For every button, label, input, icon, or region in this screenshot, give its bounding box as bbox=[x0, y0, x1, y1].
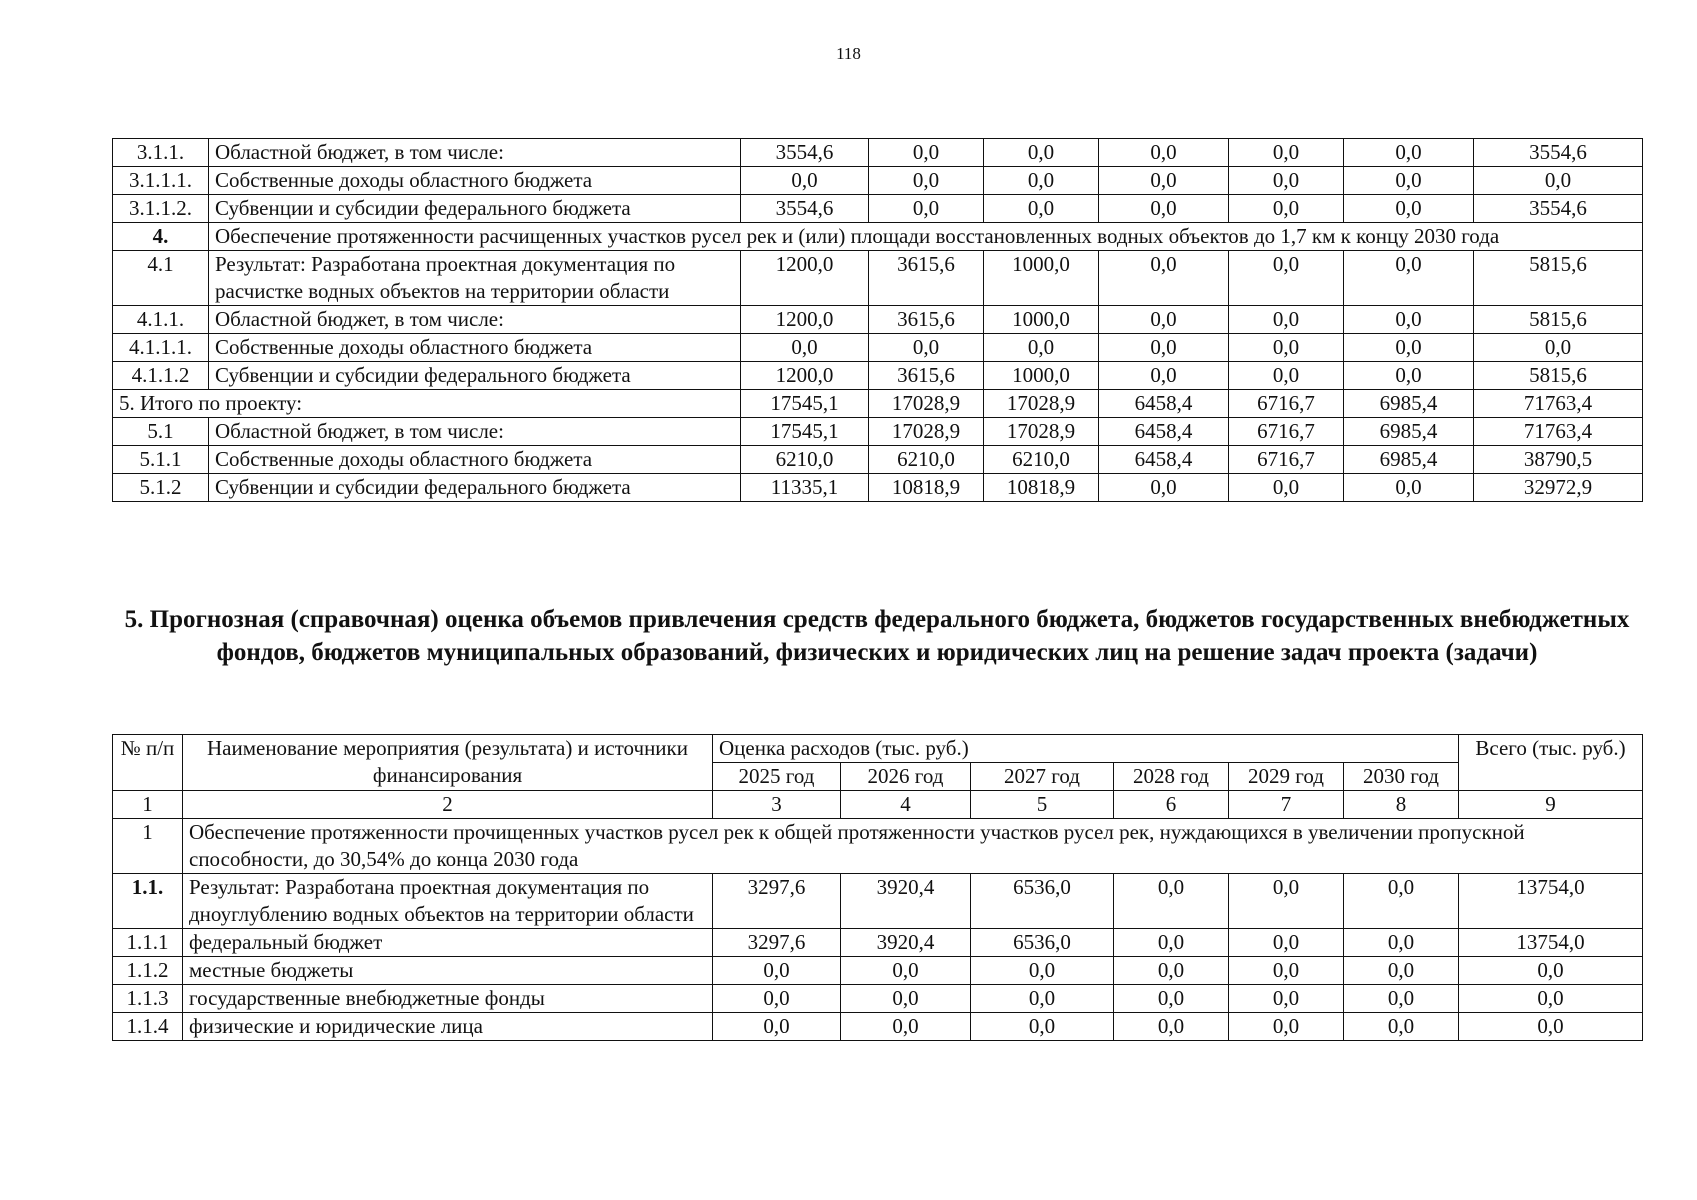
value-cell: 0,0 bbox=[1229, 334, 1344, 362]
value-cell: 17028,9 bbox=[984, 390, 1099, 418]
header-year: 2029 год bbox=[1229, 763, 1344, 791]
value-cell: 0,0 bbox=[1114, 929, 1229, 957]
value-cell: 3554,6 bbox=[1474, 139, 1643, 167]
table-row bbox=[113, 474, 1643, 502]
value-cell: 1200,0 bbox=[741, 306, 869, 334]
value-cell: 0,0 bbox=[869, 334, 984, 362]
column-number: 8 bbox=[1344, 791, 1459, 819]
value-cell: 0,0 bbox=[1344, 251, 1474, 306]
value-cell: 0,0 bbox=[1344, 474, 1474, 502]
value-cell: 0,0 bbox=[1344, 139, 1474, 167]
value-cell: 5815,6 bbox=[1474, 251, 1643, 306]
value-cell: 17028,9 bbox=[869, 418, 984, 446]
value-cell: 0,0 bbox=[1229, 139, 1344, 167]
table-row bbox=[113, 874, 1643, 929]
value-cell: 3554,6 bbox=[741, 139, 869, 167]
value-cell: 6458,4 bbox=[1099, 418, 1229, 446]
value-cell: 0,0 bbox=[1099, 251, 1229, 306]
value-cell: 0,0 bbox=[713, 1013, 841, 1041]
column-number: 1 bbox=[113, 791, 183, 819]
column-number: 5 bbox=[971, 791, 1114, 819]
value-cell: 0,0 bbox=[971, 985, 1114, 1013]
value-cell: 17545,1 bbox=[741, 390, 869, 418]
value-cell: 0,0 bbox=[841, 985, 971, 1013]
value-cell: 0,0 bbox=[1114, 957, 1229, 985]
value-cell: 13754,0 bbox=[1459, 929, 1643, 957]
total-label: 5. Итого по проекту: bbox=[113, 390, 741, 418]
value-cell: 6536,0 bbox=[971, 874, 1114, 929]
table-row bbox=[113, 362, 1643, 390]
value-cell: 0,0 bbox=[1099, 139, 1229, 167]
row-number: 1.1.1 bbox=[113, 929, 183, 957]
value-cell: 1200,0 bbox=[741, 362, 869, 390]
value-cell: 0,0 bbox=[1344, 929, 1459, 957]
value-cell: 6985,4 bbox=[1344, 418, 1474, 446]
value-cell: 10818,9 bbox=[984, 474, 1099, 502]
value-cell: 0,0 bbox=[1229, 957, 1344, 985]
value-cell: 0,0 bbox=[1344, 985, 1459, 1013]
value-cell: 0,0 bbox=[1474, 334, 1643, 362]
value-cell: 6536,0 bbox=[971, 929, 1114, 957]
value-cell: 0,0 bbox=[1344, 167, 1474, 195]
value-cell: 0,0 bbox=[1344, 195, 1474, 223]
row-name: Собственные доходы областного бюджета bbox=[209, 334, 741, 362]
value-cell: 17545,1 bbox=[741, 418, 869, 446]
value-cell: 3297,6 bbox=[713, 874, 841, 929]
value-cell: 0,0 bbox=[971, 1013, 1114, 1041]
column-number: 6 bbox=[1114, 791, 1229, 819]
table-row bbox=[113, 957, 1643, 985]
row-name: Субвенции и субсидии федерального бюджета bbox=[209, 362, 741, 390]
table-row bbox=[113, 306, 1643, 334]
column-number: 2 bbox=[183, 791, 713, 819]
header-year: 2026 год bbox=[841, 763, 971, 791]
value-cell: 1000,0 bbox=[984, 251, 1099, 306]
column-number: 4 bbox=[841, 791, 971, 819]
header-num: № п/п bbox=[113, 735, 183, 791]
value-cell: 71763,4 bbox=[1474, 390, 1643, 418]
row-name: Областной бюджет, в том числе: bbox=[209, 139, 741, 167]
total-row bbox=[113, 390, 1643, 418]
value-cell: 0,0 bbox=[984, 139, 1099, 167]
row-number: 1.1.3 bbox=[113, 985, 183, 1013]
row-name: Субвенции и субсидии федерального бюджета bbox=[209, 474, 741, 502]
value-cell: 0,0 bbox=[1229, 251, 1344, 306]
header-year: 2030 год bbox=[1344, 763, 1459, 791]
row-number: 5.1.2 bbox=[113, 474, 209, 502]
header-estimate: Оценка расходов (тыс. руб.) bbox=[713, 735, 1459, 763]
value-cell: 0,0 bbox=[1229, 474, 1344, 502]
value-cell: 6210,0 bbox=[741, 446, 869, 474]
value-cell: 6716,7 bbox=[1229, 418, 1344, 446]
row-name: Результат: Разработана проектная документация по расчистке водных объектов на территории области bbox=[209, 251, 741, 306]
row-name: Собственные доходы областного бюджета bbox=[209, 167, 741, 195]
value-cell: 1000,0 bbox=[984, 306, 1099, 334]
value-cell: 0,0 bbox=[1099, 362, 1229, 390]
value-cell: 0,0 bbox=[1229, 1013, 1344, 1041]
row-name: местные бюджеты bbox=[183, 957, 713, 985]
value-cell: 6458,4 bbox=[1099, 446, 1229, 474]
value-cell: 0,0 bbox=[984, 167, 1099, 195]
value-cell: 0,0 bbox=[869, 195, 984, 223]
value-cell: 0,0 bbox=[1459, 1013, 1643, 1041]
value-cell: 0,0 bbox=[1459, 985, 1643, 1013]
table-row bbox=[113, 929, 1643, 957]
value-cell: 3615,6 bbox=[869, 306, 984, 334]
table-row bbox=[113, 195, 1643, 223]
section-title: 5. Прогнозная (справочная) оценка объемов привлечения средств федерального бюджета, бюджетов государственных внебюджетных фондов, бюджетов муниципальных образований, физических и юридических лиц на решение задач проекта (задачи) bbox=[124, 606, 1630, 666]
row-number: 1.1.4 bbox=[113, 1013, 183, 1041]
value-cell: 38790,5 bbox=[1474, 446, 1643, 474]
table-row bbox=[113, 985, 1643, 1013]
row-number: 5.1 bbox=[113, 418, 209, 446]
row-name: Собственные доходы областного бюджета bbox=[209, 446, 741, 474]
row-number: 4.1.1.2 bbox=[113, 362, 209, 390]
column-number: 3 bbox=[713, 791, 841, 819]
row-number: 5.1.1 bbox=[113, 446, 209, 474]
value-cell: 0,0 bbox=[1229, 874, 1344, 929]
table-row bbox=[113, 167, 1643, 195]
value-cell: 0,0 bbox=[1099, 474, 1229, 502]
value-cell: 5815,6 bbox=[1474, 306, 1643, 334]
task-number: 1 bbox=[113, 819, 183, 874]
row-number: 1.1. bbox=[113, 874, 183, 929]
forecast-table bbox=[112, 734, 1643, 1041]
page-number: 118 bbox=[836, 44, 861, 63]
value-cell: 6210,0 bbox=[984, 446, 1099, 474]
row-number: 3.1.1.2. bbox=[113, 195, 209, 223]
value-cell: 0,0 bbox=[841, 1013, 971, 1041]
value-cell: 0,0 bbox=[1229, 306, 1344, 334]
table-header-row bbox=[113, 735, 1643, 763]
value-cell: 6210,0 bbox=[869, 446, 984, 474]
value-cell: 0,0 bbox=[1344, 334, 1474, 362]
column-number: 9 bbox=[1459, 791, 1643, 819]
value-cell: 0,0 bbox=[741, 334, 869, 362]
value-cell: 3554,6 bbox=[741, 195, 869, 223]
table-row bbox=[113, 446, 1643, 474]
row-number: 3.1.1. bbox=[113, 139, 209, 167]
row-number: 4.1 bbox=[113, 251, 209, 306]
header-total: Всего (тыс. руб.) bbox=[1459, 735, 1643, 791]
value-cell: 0,0 bbox=[1344, 306, 1474, 334]
row-name: государственные внебюджетные фонды bbox=[183, 985, 713, 1013]
value-cell: 10818,9 bbox=[869, 474, 984, 502]
value-cell: 0,0 bbox=[713, 957, 841, 985]
value-cell: 0,0 bbox=[841, 957, 971, 985]
value-cell: 0,0 bbox=[1344, 1013, 1459, 1041]
value-cell: 0,0 bbox=[984, 334, 1099, 362]
value-cell: 0,0 bbox=[1459, 957, 1643, 985]
header-year: 2028 год bbox=[1114, 763, 1229, 791]
row-number: 4.1.1.1. bbox=[113, 334, 209, 362]
value-cell: 5815,6 bbox=[1474, 362, 1643, 390]
value-cell: 1200,0 bbox=[741, 251, 869, 306]
task-text: Обеспечение протяженности прочищенных участков русел рек к общей протяженности участков русел рек, нуждающихся в увеличении пропускной способности, до 30,54% до конца 2030 года bbox=[183, 819, 1643, 874]
value-cell: 3615,6 bbox=[869, 362, 984, 390]
row-number: 3.1.1.1. bbox=[113, 167, 209, 195]
value-cell: 17028,9 bbox=[869, 390, 984, 418]
table-row bbox=[113, 418, 1643, 446]
task-row bbox=[113, 223, 1643, 251]
row-name: федеральный бюджет bbox=[183, 929, 713, 957]
value-cell: 3920,4 bbox=[841, 874, 971, 929]
table-row bbox=[113, 139, 1643, 167]
value-cell: 11335,1 bbox=[741, 474, 869, 502]
value-cell: 0,0 bbox=[1229, 195, 1344, 223]
row-name: физические и юридические лица bbox=[183, 1013, 713, 1041]
header-year: 2025 год bbox=[713, 763, 841, 791]
value-cell: 1000,0 bbox=[984, 362, 1099, 390]
value-cell: 0,0 bbox=[1229, 985, 1344, 1013]
value-cell: 0,0 bbox=[1114, 985, 1229, 1013]
row-name: Областной бюджет, в том числе: bbox=[209, 306, 741, 334]
value-cell: 0,0 bbox=[1114, 874, 1229, 929]
value-cell: 17028,9 bbox=[984, 418, 1099, 446]
value-cell: 0,0 bbox=[1344, 874, 1459, 929]
value-cell: 0,0 bbox=[984, 195, 1099, 223]
value-cell: 0,0 bbox=[1229, 362, 1344, 390]
value-cell: 0,0 bbox=[971, 957, 1114, 985]
task-row bbox=[113, 819, 1643, 874]
table-row bbox=[113, 251, 1643, 306]
value-cell: 0,0 bbox=[1099, 195, 1229, 223]
value-cell: 6716,7 bbox=[1229, 390, 1344, 418]
value-cell: 3615,6 bbox=[869, 251, 984, 306]
row-number: 4.1.1. bbox=[113, 306, 209, 334]
value-cell: 0,0 bbox=[1474, 167, 1643, 195]
task-number: 4. bbox=[113, 223, 209, 251]
row-name: Областной бюджет, в том числе: bbox=[209, 418, 741, 446]
value-cell: 0,0 bbox=[1344, 957, 1459, 985]
row-number: 1.1.2 bbox=[113, 957, 183, 985]
budget-table-continued bbox=[112, 138, 1643, 502]
header-name: Наименование мероприятия (результата) и источники финансирования bbox=[183, 735, 713, 791]
value-cell: 6458,4 bbox=[1099, 390, 1229, 418]
value-cell: 0,0 bbox=[869, 167, 984, 195]
row-name: Результат: Разработана проектная документация по дноуглублению водных объектов на территории области bbox=[183, 874, 713, 929]
value-cell: 0,0 bbox=[1344, 362, 1474, 390]
value-cell: 0,0 bbox=[741, 167, 869, 195]
table-row bbox=[113, 1013, 1643, 1041]
value-cell: 0,0 bbox=[1229, 167, 1344, 195]
value-cell: 0,0 bbox=[1099, 306, 1229, 334]
row-name: Субвенции и субсидии федерального бюджета bbox=[209, 195, 741, 223]
value-cell: 0,0 bbox=[1099, 334, 1229, 362]
value-cell: 0,0 bbox=[869, 139, 984, 167]
value-cell: 0,0 bbox=[713, 985, 841, 1013]
table-row bbox=[113, 334, 1643, 362]
value-cell: 0,0 bbox=[1229, 929, 1344, 957]
value-cell: 0,0 bbox=[1099, 167, 1229, 195]
value-cell: 0,0 bbox=[1114, 1013, 1229, 1041]
column-number: 7 bbox=[1229, 791, 1344, 819]
value-cell: 32972,9 bbox=[1474, 474, 1643, 502]
column-number-row bbox=[113, 791, 1643, 819]
value-cell: 6985,4 bbox=[1344, 446, 1474, 474]
value-cell: 6716,7 bbox=[1229, 446, 1344, 474]
header-year: 2027 год bbox=[971, 763, 1114, 791]
value-cell: 3554,6 bbox=[1474, 195, 1643, 223]
value-cell: 71763,4 bbox=[1474, 418, 1643, 446]
value-cell: 3297,6 bbox=[713, 929, 841, 957]
task-text: Обеспечение протяженности расчищенных участков русел рек и (или) площади восстановленных водных объектов до 1,7 км к концу 2030 года bbox=[209, 223, 1643, 251]
value-cell: 3920,4 bbox=[841, 929, 971, 957]
value-cell: 6985,4 bbox=[1344, 390, 1474, 418]
value-cell: 13754,0 bbox=[1459, 874, 1643, 929]
